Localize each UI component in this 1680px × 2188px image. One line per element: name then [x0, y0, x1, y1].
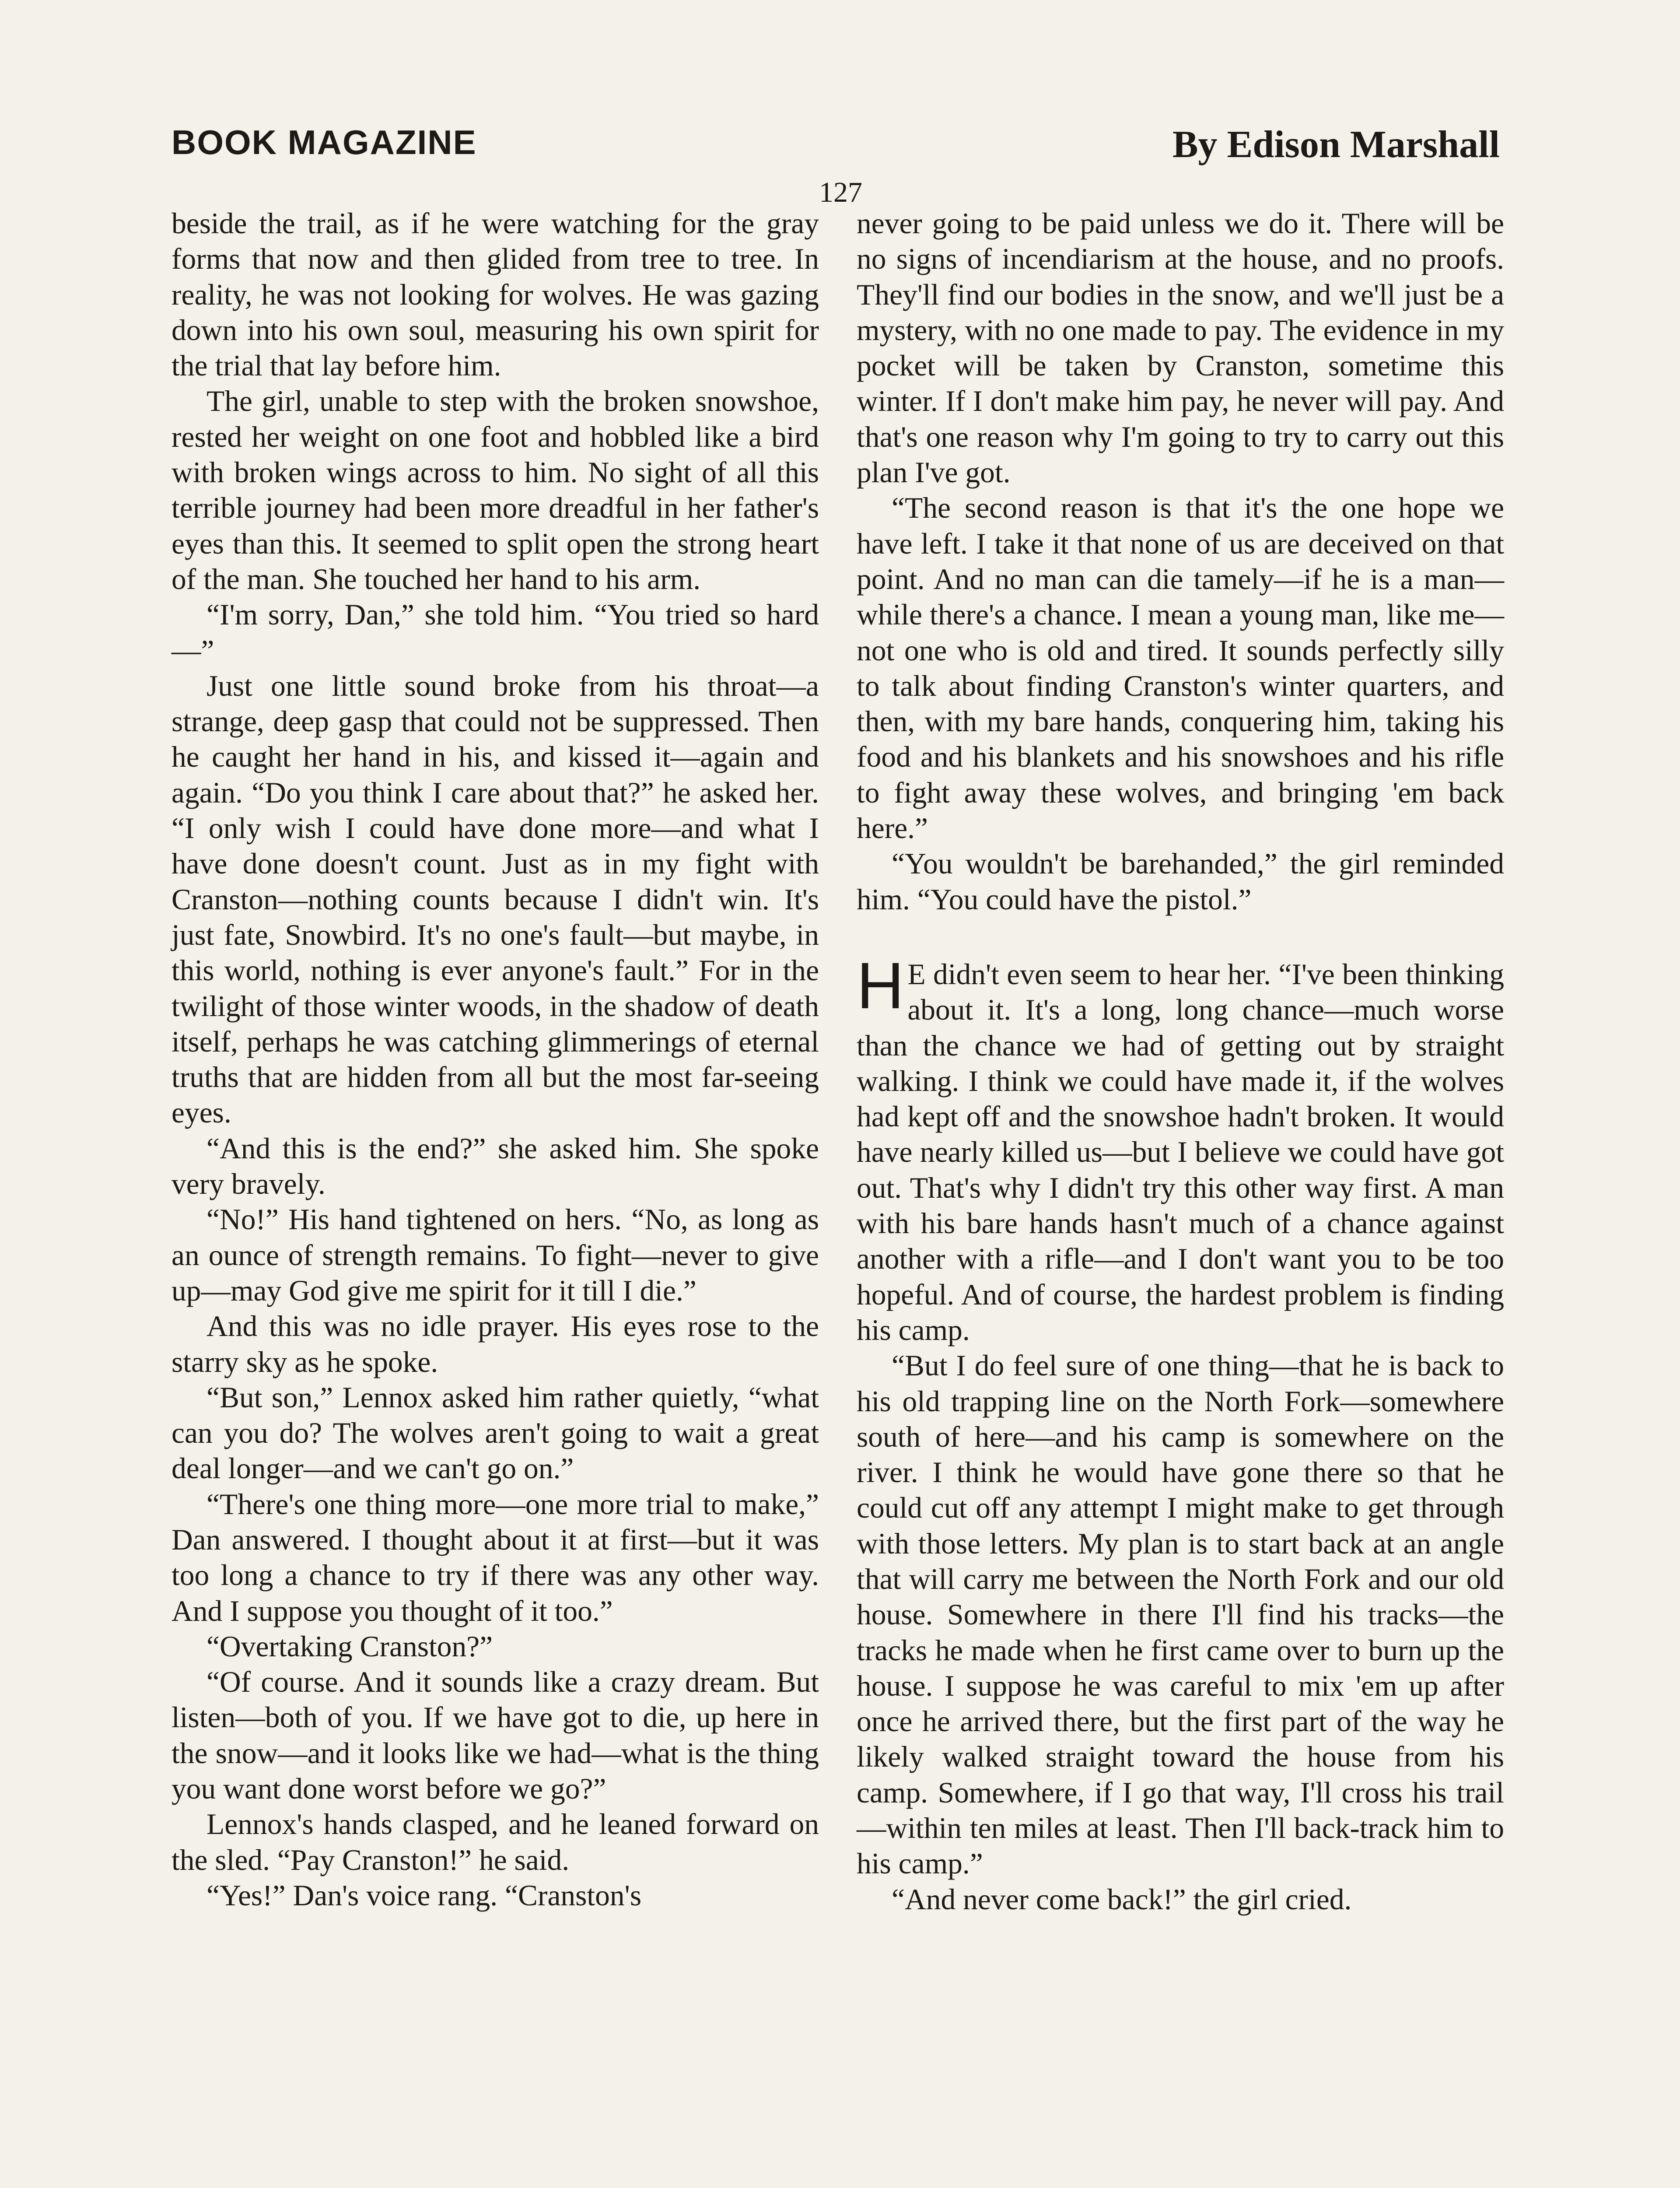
paragraph: “There's one thing more—one more trial to make,” Dan answered. I thought about it at first—but it was too long a chance to try if there was any other way. And I suppose you thought of it too.”	[172, 1487, 819, 1627]
paragraph: “But I do feel sure of one thing—that he is back to his old trapping line on the North Fork—somewhere south of here—and his camp is somewhere on the river. I think he would have gone there so that he could cut off any attempt I might make to get through with those letters. My plan is to start back at an angle that will carry me between the North Fork and our old house. Somewhere in there I'll find his tracks—the tracks he made when he first came over to burn up the house. I suppose he was careful to mix 'em up after once he arrived there, but the first part of the way he likely walked straight toward the house from his camp. Somewhere, if I go that way, I'll cross his trail—within ten miles at least. Then I'll back-track him to his camp.”	[857, 1349, 1504, 1880]
paragraph: never going to be paid unless we do it. There will be no signs of incendiarism at the house, and no proofs. They'll find our bodies in the snow, and we'll just be a mystery, with no one made to pay. The evidence in my pocket will be taken by Cranston, sometime this winter. If I don't make him pay, he never will pay. And that's one reason why I'm going to try to carry out this plan I've got.	[857, 207, 1504, 489]
right-column	[857, 206, 1504, 1917]
paragraph: “No!” His hand tightened on hers. “No, as long as an ounce of strength remains. To fight—never to give up—may God give me spirit for it till I die.”	[172, 1203, 819, 1307]
publication-title: BOOK MAGAZINE	[172, 123, 477, 161]
page-number: 127	[819, 176, 862, 208]
paragraph: “And never come back!” the girl cried.	[892, 1883, 1352, 1916]
paragraph: “But son,” Lennox asked him rather quietly, “what can you do? The wolves aren't going to wait a great deal longer—and we can't go on.”	[172, 1381, 819, 1485]
paragraph: And this was no idle prayer. His eyes rose to the starry sky as he spoke.	[172, 1310, 819, 1378]
left-column	[172, 206, 819, 1913]
paragraph: “The second reason is that it's the one hope we have left. I take it that none of us are deceived on that point. And no man can die tamely—if he is a man—while there's a chance. I mean a young man, like me—not one who is old and tired. It sounds perfectly silly to talk about finding Cranston's winter quarters, and then, with my bare hands, conquering him, taking his food and his blankets and his snowshoes and his rifle to fight away these wolves, and bringing 'em back here.”	[857, 491, 1504, 845]
paragraph: The girl, unable to step with the broken snowshoe, rested her weight on one foot and hobbled like a bird with broken wings across to him. No sight of all this terrible journey had been more dreadful in her father's eyes than this. It seemed to split open the strong heart of the man. She touched her hand to his arm.	[172, 385, 819, 596]
author-byline: By Edison Marshall	[1172, 123, 1500, 166]
drop-cap: H	[857, 948, 904, 1022]
paragraph: “And this is the end?” she asked him. She spoke very bravely.	[172, 1132, 819, 1201]
paragraph: Lennox's hands clasped, and he leaned forward on the sled. “Pay Cranston!” he said.	[172, 1808, 819, 1876]
section-paragraph	[857, 948, 1504, 1348]
paragraph: “I'm sorry, Dan,” she told him. “You tried so hard—”	[172, 598, 819, 667]
paragraph: “You wouldn't be barehanded,” the girl reminded him. “You could have the pistol.”	[857, 847, 1504, 916]
paragraph: “Of course. And it sounds like a crazy dream. But listen—both of you. If we have got to die, up here in the snow—and it looks like we had—what is the thing you want done worst before we go?”	[172, 1666, 819, 1806]
paragraph: beside the trail, as if he were watching for the gray forms that now and then glided from tree to tree. In reality, he was not looking for wolves. He was gazing down into his own soul, measuring his own spirit for the trial that lay before him.	[172, 207, 819, 382]
paragraph-text: E didn't even seem to hear her. “I've been thinking about it. It's a long, long chance—much worse than the chance we had of getting out by straight walking. I think we could have made it, if the wolves had kept off and the snowshoe hadn't broken. It would have nearly killed us—but I believe we could have got out. That's why I didn't try this other way first. A man with his bare hands hasn't much of a chance against another with a rifle—and I don't want you to be too hopeful. And of course, the hardest problem is finding his camp.	[857, 957, 1504, 1346]
paragraph: “Yes!” Dan's voice rang. “Cranston's	[206, 1879, 642, 1912]
paragraph: Just one little sound broke from his throat—a strange, deep gasp that could not be suppressed. Then he caught her hand in his, and kissed it—again and again. “Do you think I care about that?” he asked her. “I only wish I could have done more—and what I have done doesn't count. Just as in my fight with Cranston—nothing counts because I didn't win. It's just fate, Snowbird. It's no one's fault—but maybe, in this world, nothing is ever anyone's fault.” For in the twilight of those winter woods, in the shadow of death itself, perhaps he was catching glimmerings of eternal truths that are hidden from all but the most far-seeing eyes.	[172, 669, 819, 1129]
paragraph: “Overtaking Cranston?”	[206, 1630, 493, 1663]
